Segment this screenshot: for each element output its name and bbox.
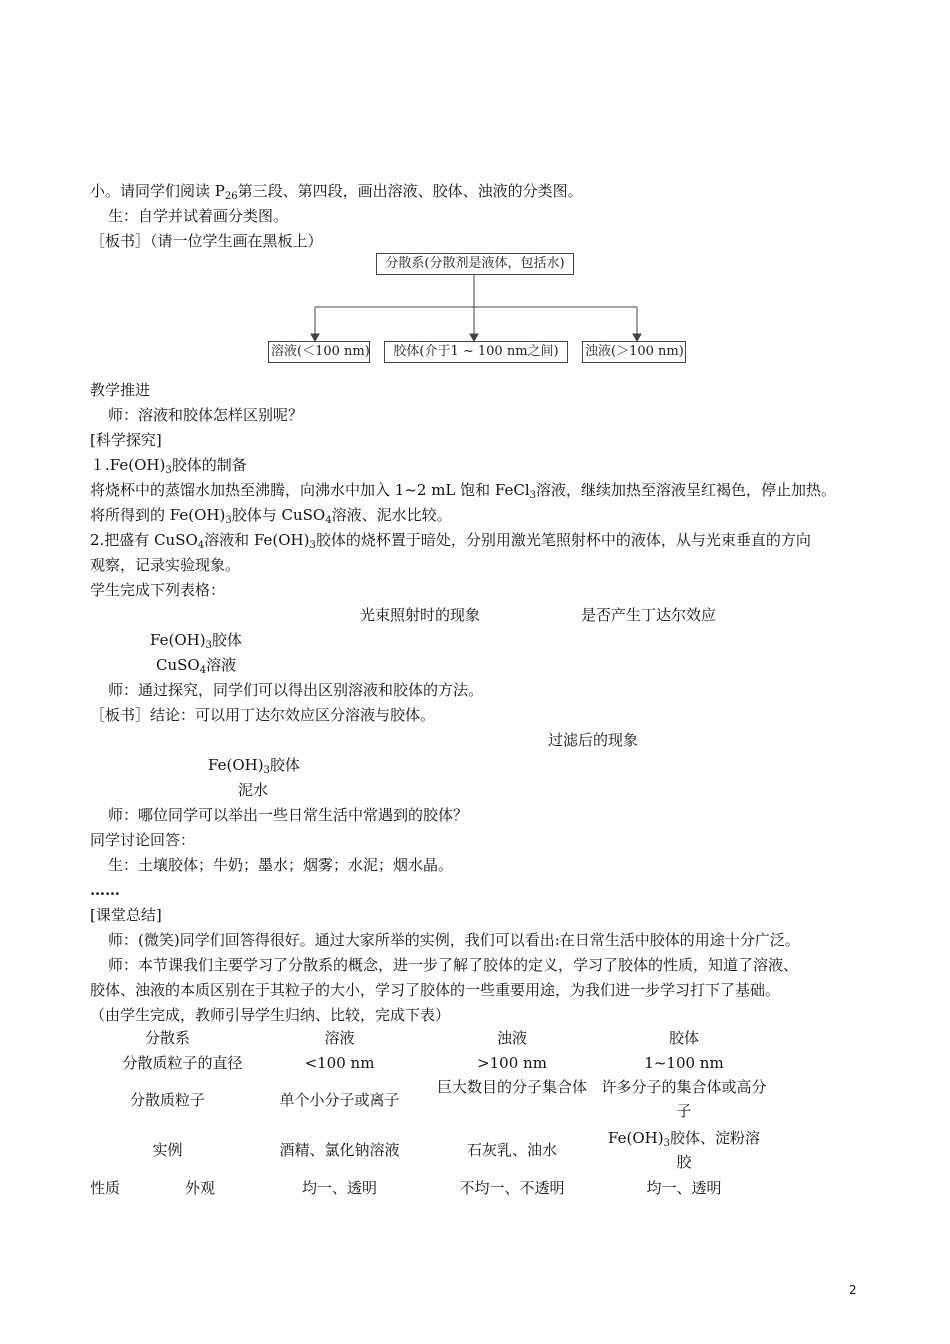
suspension-box: 浊液(＞100 nm) (582, 341, 686, 363)
text-line: $1.Fe(OH)_3$胶体的制备 (90, 456, 247, 476)
table-cell: 分散质粒子 (129, 1091, 205, 1109)
text-line: 师：哪位同学可以举出一些日常生活中常遇到的胶体？ (108, 806, 469, 824)
text-line: 生：自学并试着画分类图。 (108, 207, 289, 225)
classification-diagram (262, 250, 692, 370)
table-cell: 性质 (90, 1179, 121, 1197)
text-line: 同学讨论回答： (90, 831, 196, 849)
text-line: 师：(微笑)同学们回答得很好。通过大家所举的实例，我们可以看出:在日常生活中胶体的用途十分广泛。 (108, 931, 800, 949)
text-line: ［板书］结论：可以用丁达尔效应区分溶液与胶体。 (90, 706, 436, 724)
table-header-cell: 浊液 (496, 1029, 527, 1047)
table-header-cell: 溶液 (324, 1029, 355, 1047)
table-cell: <100 nm (304, 1054, 375, 1072)
table-row-label: 泥水 (238, 781, 269, 799)
text-line: （由学生完成，教师引导学生归纳、比较，完成下表） (90, 1006, 451, 1024)
table-row-label: $Fe(OH)_3$胶体 (150, 631, 242, 651)
table-header-cell: 分散系 (144, 1029, 190, 1047)
text-line: 小。请同学们阅读 $P_{26}$第三段、第四段，画出溶液、胶体、浊液的分类图。 (90, 182, 583, 202)
text-line: [科学探究] (90, 431, 162, 449)
table-cell: >100 nm (477, 1054, 547, 1072)
text-line: 生：土壤胶体；牛奶；墨水；烟雾；水泥；烟水晶。 (108, 856, 454, 874)
dispersion-system-box: 分散系(分散剂是液体，包括水) (376, 253, 574, 275)
text-line: 师：通过探究，同学们可以得出区别溶液和胶体的方法。 (108, 681, 484, 699)
text-line: 观察，记录实验现象。 (90, 556, 241, 574)
table-cell: $Fe(OH)_3$胶体、淀粉溶胶 (608, 1129, 760, 1171)
text-line: 将所得到的 $Fe(OH)_3$胶体与 CuSO$_4$溶液、泥水比较。 (90, 506, 452, 526)
table-cell: 酒精、氯化钠溶液 (279, 1141, 400, 1159)
table-cell: 实例 (152, 1141, 183, 1159)
page-number: 2 (849, 1283, 857, 1297)
table-cell: 外观 (184, 1179, 215, 1197)
text-line: 将烧杯中的蒸馏水加热至沸腾，向沸水中加入 1~2 mL 饱和 FeCl$_3$溶液，继续加热至溶液呈红褐色，停止加热。 (90, 481, 837, 501)
text-line: 师：溶液和胶体怎样区别呢？ (108, 406, 304, 424)
table-header-cell: 光束照射时的现象 (360, 606, 481, 624)
table-header-cell: 胶体 (668, 1029, 699, 1047)
colloid-box: 胶体(介于1 ~ 100 nm之间) (384, 341, 568, 363)
table-cell: 不均一、不透明 (459, 1179, 565, 1197)
solution-box: 溶液(＜100 nm) (268, 341, 370, 363)
table-cell: 均一、透明 (646, 1179, 722, 1197)
table-cell: 许多分子的集合体或高分子 (601, 1078, 767, 1120)
ellipsis: …… (90, 881, 120, 899)
table-row-label: CuSO$_4$溶液 (156, 656, 237, 676)
table-row-label: $Fe(OH)_3$胶体 (208, 756, 300, 776)
text-line: 学生完成下列表格： (90, 581, 226, 599)
table-cell: 巨大数目的分子集合体 (436, 1078, 587, 1096)
text-line: 胶体、浊液的本质区别在于其粒子的大小，学习了胶体的一些重要用途，为我们进一步学习打下了基础。 (90, 981, 781, 999)
table-cell: 分散质粒子的直径 (122, 1054, 243, 1072)
text-line: 2.把盛有 CuSO$_4$溶液和 $Fe(OH)_3$胶体的烧杯置于暗处，分别用激光笔照射杯中的液体，从与光束垂直的方向 (90, 531, 811, 551)
table-cell: 1~100 nm (644, 1054, 724, 1072)
table-cell: 单个小分子或离子 (279, 1091, 400, 1109)
text-line: ［板书］（请一位学生画在黑板上） (90, 232, 323, 250)
section-heading: [课堂总结] (90, 906, 162, 924)
table-header-cell: 是否产生丁达尔效应 (581, 606, 717, 624)
text-line: 教学推进 (90, 381, 151, 399)
table-header-cell: 过滤后的现象 (548, 731, 639, 749)
text-line: 师：本节课我们主要学习了分散系的概念，进一步了解了胶体的定义，学习了胶体的性质，知道了溶液、 (108, 956, 799, 974)
table-cell: 均一、透明 (301, 1179, 377, 1197)
table-cell: 石灰乳、油水 (466, 1141, 557, 1159)
